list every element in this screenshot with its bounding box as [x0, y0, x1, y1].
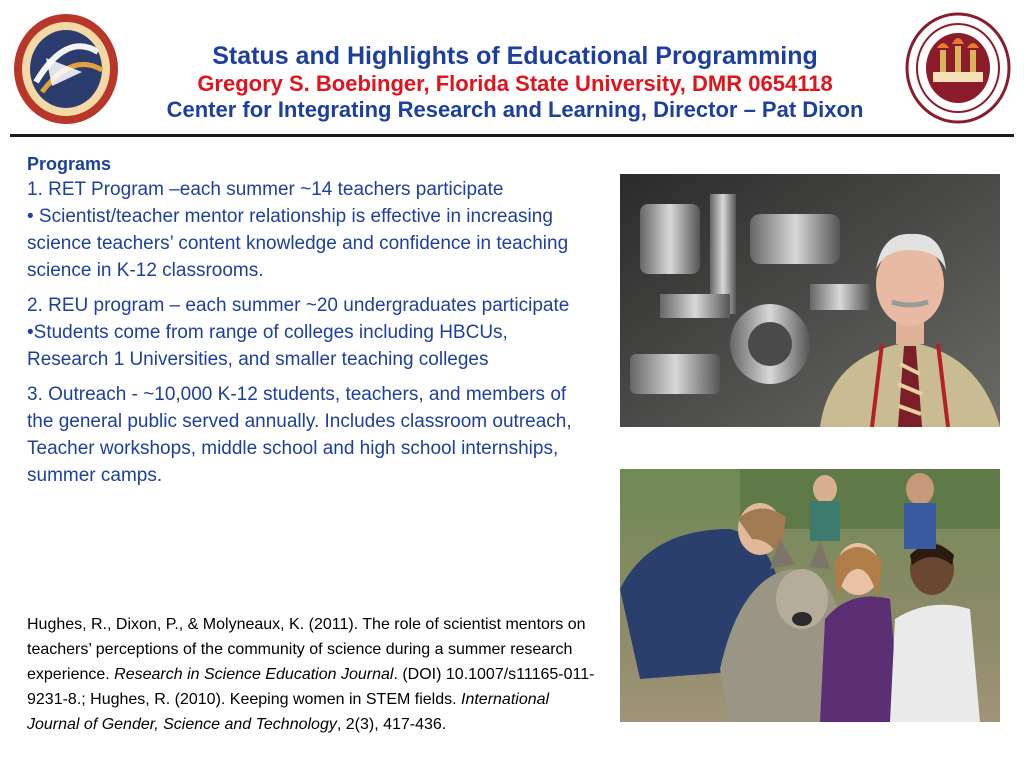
reference-2-tail: , 2(3), 417-436.: [336, 716, 447, 733]
page-subtitle-center: Center for Integrating Research and Learning, Director – Pat Dixon: [166, 97, 864, 122]
title-block: [100, 42, 930, 123]
page-subtitle: Gregory S. Boebinger, Florida State University, DMR 0654118: [197, 71, 833, 96]
references: [27, 612, 602, 737]
reference-1-text: Hughes, R., Dixon, P., & Molyneaux, K. (2011). The role of scientist mentors on teachers’ perceptions of the community of science during a summer research experience.: [27, 616, 586, 683]
reu-program-item: 2. REU program – each summer ~20 undergraduates participate: [27, 295, 570, 316]
reference-1-journal: Research in Science Education Journal: [114, 666, 394, 683]
reference-1-doi: . (DOI) 10.1007/s11165-011-9231-8.;: [27, 666, 595, 708]
ret-program-item: 1. RET Program –each summer ~14 teachers participate: [27, 179, 504, 200]
reu-program-bullet: •Students come from range of colleges including HBCUs, Research 1 Universities, and smaller teaching colleges: [27, 322, 508, 370]
header-divider: [10, 134, 1014, 137]
page-title: Status and Highlights of Educational Programming: [212, 42, 818, 70]
photo-students-with-wolf: [620, 469, 1000, 722]
reference-2-text: Hughes, R. (2010). Keeping women in STEM fields.: [90, 691, 461, 708]
fsu-seal: [905, 12, 1011, 124]
programs-heading: Programs: [27, 154, 112, 174]
ret-program-bullet: • Scientist/teacher mentor relationship is effective in increasing science teachers’ content knowledge and confidence in teaching science in K-12 classrooms.: [27, 206, 569, 281]
outreach-item: 3. Outreach - ~10,000 K-12 students, teachers, and members of the general public served annually. Includes classroom outreach, Teacher workshops, middle school and high school internships, summer camps.: [27, 384, 572, 486]
reference-2-journal: International Journal of Gender, Science and Technology: [27, 691, 550, 733]
reference-1: [27, 612, 602, 737]
photo-researcher-with-lab-equipment: [620, 174, 1000, 427]
programs-section: [27, 152, 592, 489]
